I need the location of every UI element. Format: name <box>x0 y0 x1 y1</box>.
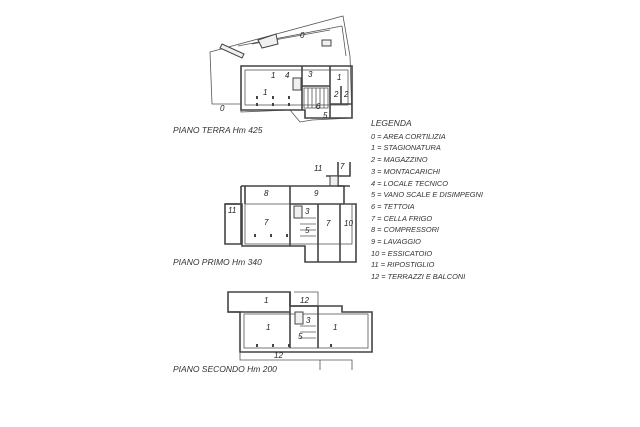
first-room-7-b: 7 <box>326 219 331 228</box>
legend-item: 3 = MONTACARICHI <box>371 166 441 176</box>
ground-room-1-b: 1 <box>263 88 268 97</box>
legend-item: 12 = TERRAZZI E BALCONI <box>371 272 466 282</box>
ground-room-2-a: 2 <box>334 90 339 99</box>
ground-room-0-lower: 0 <box>220 104 225 113</box>
ground-room-1-a: 1 <box>271 71 276 80</box>
second-room-1-a: 1 <box>264 296 269 305</box>
second-room-5: 5 <box>298 332 303 341</box>
legend-item: 9 = LAVAGGIO <box>371 237 421 247</box>
first-pillars <box>254 234 288 237</box>
ground-room-1-c: 1 <box>337 73 342 82</box>
first-room-10: 10 <box>344 219 353 228</box>
legend-item: 2 = MAGAZZINO <box>371 155 428 165</box>
legend-items <box>371 131 483 283</box>
ground-floor-title: PIANO TERRA Hm 425 <box>173 125 263 135</box>
legend <box>371 118 483 283</box>
legend-item: 5 = VANO SCALE E DISIMPEGNI <box>371 190 483 200</box>
ground-room-3: 3 <box>308 70 313 79</box>
legend-item: 6 = TETTOIA <box>371 201 415 211</box>
second-lift <box>295 312 303 324</box>
first-room-8: 8 <box>264 189 269 198</box>
legend-item: 11 = RIPOSTIGLIO <box>371 260 435 270</box>
first-room-3: 3 <box>305 207 310 216</box>
lift-shaft <box>293 78 301 90</box>
first-floor-plan <box>225 162 356 262</box>
second-room-3: 3 <box>306 316 311 325</box>
legend-title: LEGENDA <box>371 118 412 128</box>
second-floor-plan <box>228 292 372 370</box>
second-floor-title: PIANO SECONDO Hm 200 <box>173 364 277 374</box>
first-room-11-upper: 11 <box>314 164 323 173</box>
second-room-12-lower: 12 <box>274 351 283 360</box>
first-annex-stair <box>330 176 338 186</box>
legend-item: 8 = COMPRESSORI <box>371 225 439 235</box>
legend-item: 0 = AREA CORTILIZIA <box>371 131 446 141</box>
second-room-1-b: 1 <box>266 323 271 332</box>
second-room-1-c: 1 <box>333 323 338 332</box>
legend-item: 7 = CELLA FRIGO <box>371 213 433 223</box>
first-room-5: 5 <box>305 226 310 235</box>
first-room-7-a: 7 <box>264 218 269 227</box>
ground-room-2-b: 2 <box>344 90 349 99</box>
ground-floor-plan <box>210 16 352 122</box>
legend-item: 10 = ESSICATOIO <box>371 248 433 258</box>
first-room-7-upper: 7 <box>340 162 345 171</box>
second-room-12-upper: 12 <box>300 296 309 305</box>
courtyard-block <box>322 40 331 46</box>
first-room-11: 11 <box>228 206 237 215</box>
first-floor-title: PIANO PRIMO Hm 340 <box>173 257 262 267</box>
ground-pillars <box>256 96 290 106</box>
ground-room-6: 6 <box>316 102 321 111</box>
legend-item: 4 = LOCALE TECNICO <box>371 178 449 188</box>
first-lift <box>294 206 302 218</box>
ground-room-0-upper: 0 <box>300 31 305 40</box>
legend-item: 1 = STAGIONATURA <box>371 143 441 153</box>
second-pillars <box>256 344 332 347</box>
ground-room-5: 5 <box>323 111 328 120</box>
ground-room-4: 4 <box>285 71 290 80</box>
first-room-9: 9 <box>314 189 319 198</box>
